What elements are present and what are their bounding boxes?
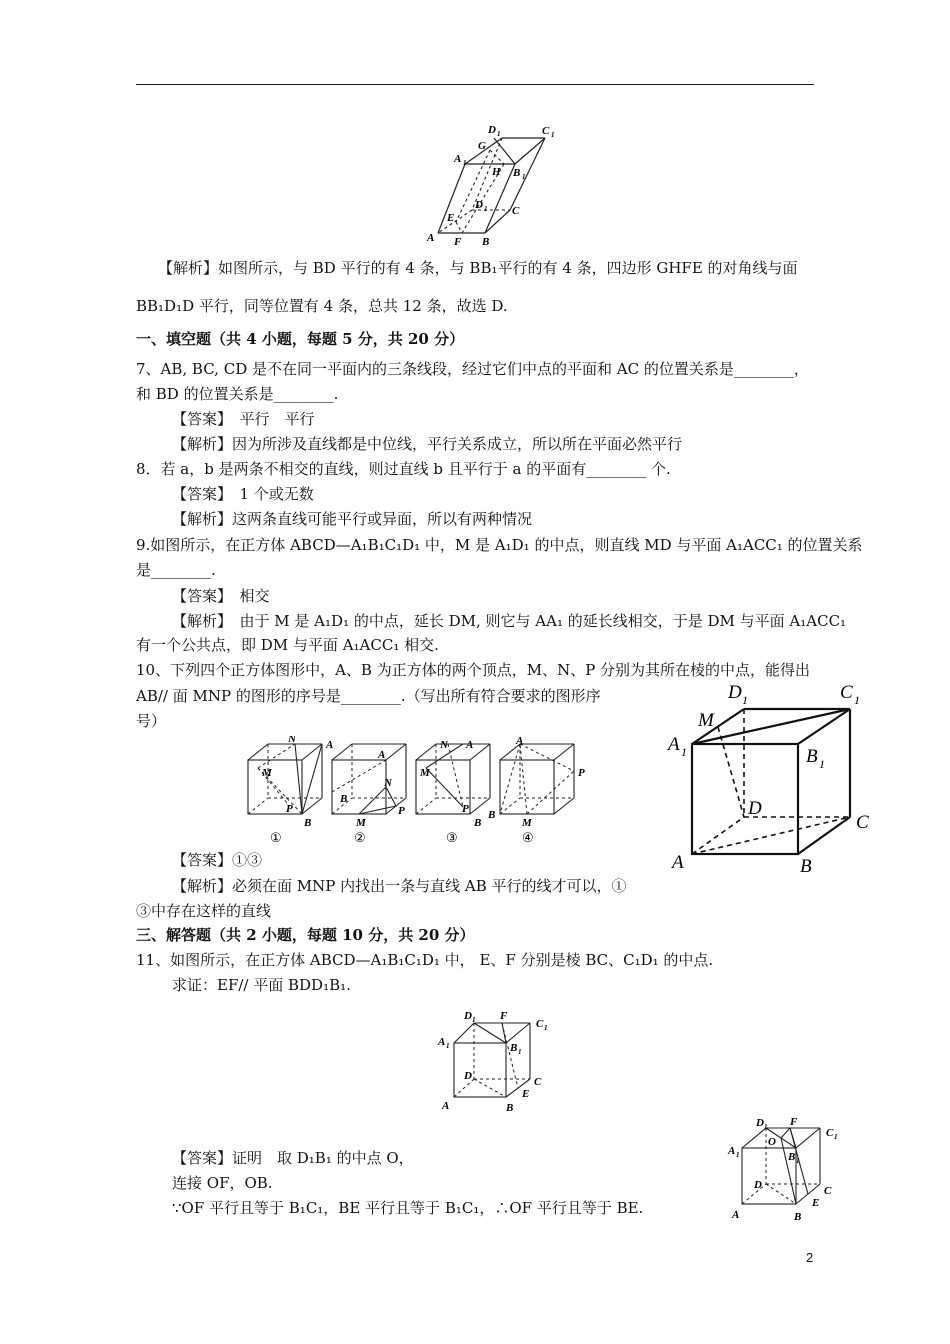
- svg-text:B: B: [488, 809, 496, 821]
- q10-fig-num: ①: [270, 830, 282, 845]
- cube9-label: 1: [819, 757, 825, 771]
- q11-line1: 11、如图所示，在正方体 ABCD—A₁B₁C₁D₁ 中， E、F 分别是棱 BC、C₁D₁ 的中点.: [136, 951, 714, 969]
- q10-cubes-figure: [240, 736, 590, 846]
- q7-line1: 7、AB, BC, CD 是不在同一平面内的三条线段，经过它们中点的平面和 AC 的位置关系是________，: [136, 360, 809, 378]
- svg-text:A: A: [516, 736, 524, 747]
- q11-answer3: ∵OF 平行且等于 B₁C₁，BE 平行且等于 B₁C₁，∴OF 平行且等于 BE.: [172, 1199, 644, 1217]
- svg-text:M: M: [262, 767, 272, 779]
- section-heading-fill: 一、填空题（共 4 小题，每题 5 分，共 20 分）: [136, 330, 465, 348]
- svg-text:N: N: [288, 736, 296, 745]
- cube11b-label: A: [732, 1209, 740, 1221]
- cube11b-label: F: [790, 1116, 798, 1128]
- q8-answer: 【答案】 1 个或无数: [172, 485, 314, 503]
- cube11-label: B: [510, 1042, 518, 1054]
- q9-answer: 【答案】 相交: [172, 587, 270, 605]
- q8-line1: 8．若 a，b 是两条不相交的直线，则过直线 b 且平行于 a 的平面有________ 个.: [136, 460, 671, 478]
- cube11-label: C: [536, 1018, 544, 1030]
- prism-label: B: [482, 236, 490, 248]
- svg-text:B: B: [340, 793, 348, 805]
- q11-answer1: 【答案】证明 取 D₁B₁ 的中点 O，: [172, 1149, 414, 1167]
- svg-text:P: P: [578, 767, 585, 779]
- q9-analysis2: 有一个公共点，即 DM 与平面 A₁ACC₁ 相交.: [136, 636, 439, 654]
- svg-text:P: P: [398, 805, 405, 817]
- prism-label: A: [454, 153, 462, 165]
- cube11b-label: D: [754, 1179, 762, 1191]
- svg-text:N: N: [384, 777, 392, 789]
- q10-line3: 号）: [136, 712, 167, 730]
- cube11b-label: B: [788, 1151, 796, 1163]
- cube11-label: D: [464, 1010, 472, 1022]
- analysis-prev-line1: 【解析】如图所示，与 BD 平行的有 4 条，与 BB₁平行的有 4 条，四边形 GHFE 的对角线与面: [158, 259, 798, 277]
- cube11b-label: D: [756, 1117, 764, 1129]
- cube11b-label: C: [826, 1127, 834, 1139]
- cube11-label: F: [500, 1010, 508, 1022]
- svg-text:P: P: [286, 803, 293, 815]
- cube11-label: B: [506, 1102, 514, 1114]
- cube11b-label: B: [794, 1211, 802, 1223]
- cube11-label: D: [464, 1070, 472, 1082]
- q9-line2: 是________.: [136, 561, 216, 579]
- cube11b-label: 1: [736, 1151, 740, 1159]
- q10-fig-num: ②: [354, 830, 366, 845]
- prism-label: 1: [551, 131, 555, 139]
- cube11-label: 1: [518, 1048, 522, 1056]
- q11-answer2: 连接 OF，OB.: [172, 1174, 273, 1192]
- cube9-label: 1: [681, 745, 687, 759]
- cube11b-label: 1: [764, 1123, 768, 1131]
- cube11-label: 1: [472, 1016, 476, 1024]
- cube11b-label: E: [812, 1197, 820, 1209]
- q11-line2: 求证：EF// 平面 BDD₁B₁.: [172, 976, 351, 994]
- q8-analysis: 【解析】这两条直线可能平行或异面，所以有两种情况: [172, 510, 533, 528]
- svg-text:N: N: [440, 739, 448, 751]
- cube11b-label: 1: [834, 1133, 838, 1141]
- cube9-label: 1: [742, 693, 748, 707]
- cube11-label: 1: [544, 1024, 548, 1032]
- analysis-prev-line2: BB₁D₁D 平行，同等位置有 4 条，总共 12 条，故选 D.: [136, 297, 508, 315]
- q11-cube-figure: [434, 1005, 564, 1117]
- svg-text:A: A: [378, 749, 386, 761]
- q10-line1: 10、下列四个正方体图形中，A、B 为正方体的两个顶点，M、N、P 分别为其所在棱的中点，能得出: [136, 661, 811, 679]
- section-heading-solve: 三、解答题（共 2 小题，每题 10 分，共 20 分）: [136, 926, 475, 944]
- prism-label: H: [492, 166, 501, 178]
- cube9-label: D: [748, 798, 762, 819]
- prism-figure: [420, 120, 570, 250]
- q9-analysis1: 【解析】 由于 M 是 A₁D₁ 的中点，延长 DM, 则它与 AA₁ 的延长线相交，于是 DM 与平面 A₁ACC₁: [172, 612, 847, 630]
- prism-label: D: [475, 199, 483, 211]
- cube9-label: C: [840, 682, 853, 703]
- cube11b-label: O: [768, 1136, 776, 1148]
- cube9-label: D: [728, 682, 742, 703]
- q9-line1: 9.如图所示，在正方体 ABCD—A₁B₁C₁D₁ 中，M 是 A₁D₁ 的中点，则直线 MD 与平面 A₁ACC₁ 的位置关系: [136, 536, 863, 554]
- prism-label: C: [542, 125, 550, 137]
- cube11b-label: C: [824, 1185, 832, 1197]
- prism-label: D: [488, 124, 496, 136]
- svg-text:A: A: [326, 739, 334, 751]
- prism-label: 1: [463, 159, 467, 167]
- q7-analysis: 【解析】因为所涉及直线都是中位线，平行关系成立，所以所在平面必然平行: [172, 435, 683, 453]
- q10-line2: AB// 面 MNP 的图形的序号是________.（写出所有符合要求的图形序: [136, 687, 601, 705]
- prism-label: 1: [522, 173, 526, 181]
- cube11b-label: A: [728, 1145, 736, 1157]
- cube11-label: E: [522, 1088, 530, 1100]
- page-number: 2: [806, 1250, 814, 1265]
- cube9-label: B: [800, 856, 812, 876]
- svg-text:B: B: [474, 817, 482, 829]
- cube9-label: A: [672, 852, 684, 873]
- prism-label: B: [513, 167, 521, 179]
- cube11-label: C: [534, 1076, 542, 1088]
- svg-text:A: A: [466, 739, 474, 751]
- q10-answer: 【答案】①③: [172, 851, 263, 869]
- q9-cube-figure: [660, 676, 880, 876]
- prism-label: 1: [497, 130, 501, 138]
- cube9-label: M: [698, 710, 714, 731]
- q10-analysis2: ③中存在这样的直线: [136, 902, 272, 920]
- q7-line2: 和 BD 的位置关系是________.: [136, 385, 339, 403]
- q10-fig-num: ④: [522, 830, 534, 845]
- svg-text:P: P: [462, 803, 469, 815]
- cube11-label: 1: [446, 1042, 450, 1050]
- cube9-label: A: [668, 734, 680, 755]
- prism-label: A: [427, 232, 435, 244]
- q10-analysis1: 【解析】必须在面 MNP 内找出一条与直线 AB 平行的线才可以，①: [172, 877, 627, 895]
- cube9-label: 1: [854, 693, 860, 707]
- prism-label: C: [512, 205, 520, 217]
- cube11-label: A: [438, 1036, 446, 1048]
- q10-fig-num: ③: [446, 830, 458, 845]
- cube11b-label: 1: [796, 1157, 800, 1165]
- prism-label: E: [447, 212, 455, 224]
- prism-label: F: [454, 236, 462, 248]
- svg-text:M: M: [420, 767, 430, 779]
- cube11-label: A: [442, 1100, 450, 1112]
- cube9-label: C: [856, 812, 869, 833]
- q11-answer-cube-figure: [726, 1112, 856, 1224]
- svg-text:M: M: [522, 817, 532, 829]
- q7-answer: 【答案】 平行 平行: [172, 410, 315, 428]
- header-rule: [136, 84, 814, 85]
- prism-label: G: [478, 140, 486, 152]
- svg-text:B: B: [304, 817, 312, 829]
- cube9-label: B: [806, 746, 818, 767]
- prism-label: 1: [484, 205, 488, 213]
- svg-text:M: M: [356, 817, 366, 829]
